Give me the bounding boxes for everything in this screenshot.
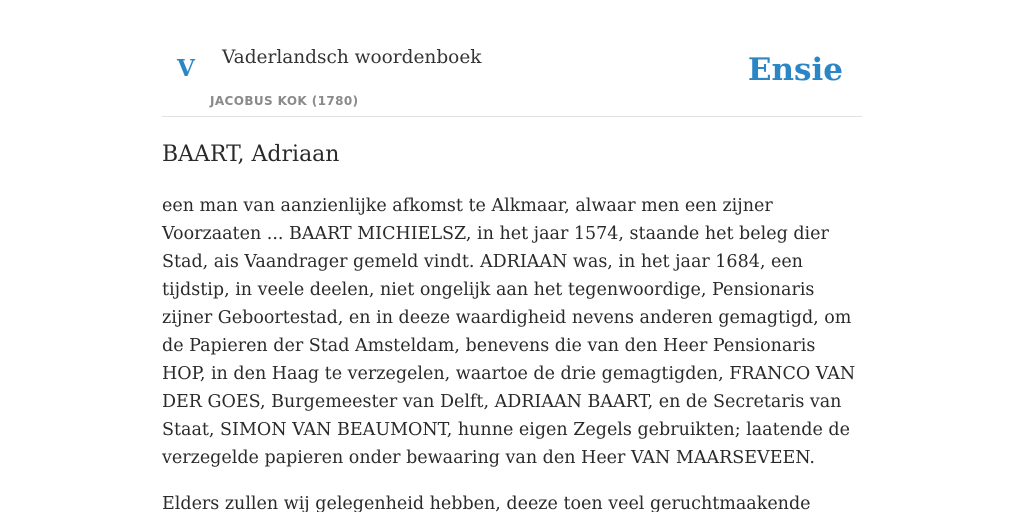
letter-index-link[interactable]: V [177,55,195,82]
book-author: JACOBUS KOK (1780) [210,94,359,108]
ensie-logo-link[interactable]: Ensie [747,52,843,88]
entry-paragraph-1: een man van aanzienlijke afkomst te Alkmaar, alwaar men een zijner Voorzaaten ... BAART MICHIELSZ, in het jaar 1574, staande het beleg dier Stad, ais Vaandrager gemeld vindt. ADRIAAN was, in het jaar 1684, een tijdstip, in veele deelen, niet ongelijk aan het tegenwoordige, Pensionaris zijner Geboortestad, en in deeze waardigheid nevens anderen gemagtigd, om de Papieren der Stad Amsteldam, benevens die van den Heer Pensionaris HOP, in den Haag te verzegelen, waartoe de drie gemagtigden, FRANCO VAN DER GOES, Burgemeester van Delft, ADRIAAN BAART, en de Secretaris van Staat, SIMON VAN BEAUMONT, hunne eigen Zegels gebruikten; laatende de verzegelde papieren onder bewaaring van den Heer VAN MAARSEVEEN. [162,196,856,468]
header [162,0,862,117]
entry-content [162,192,862,512]
entry-title: BAART, Adriaan [162,142,340,167]
entry-paragraph-2: Elders zullen wij gelegenheid hebben, deeze toen veel geruchtmaakende [162,494,811,512]
book-title-link[interactable]: Vaderlandsch woordenboek [222,47,482,68]
